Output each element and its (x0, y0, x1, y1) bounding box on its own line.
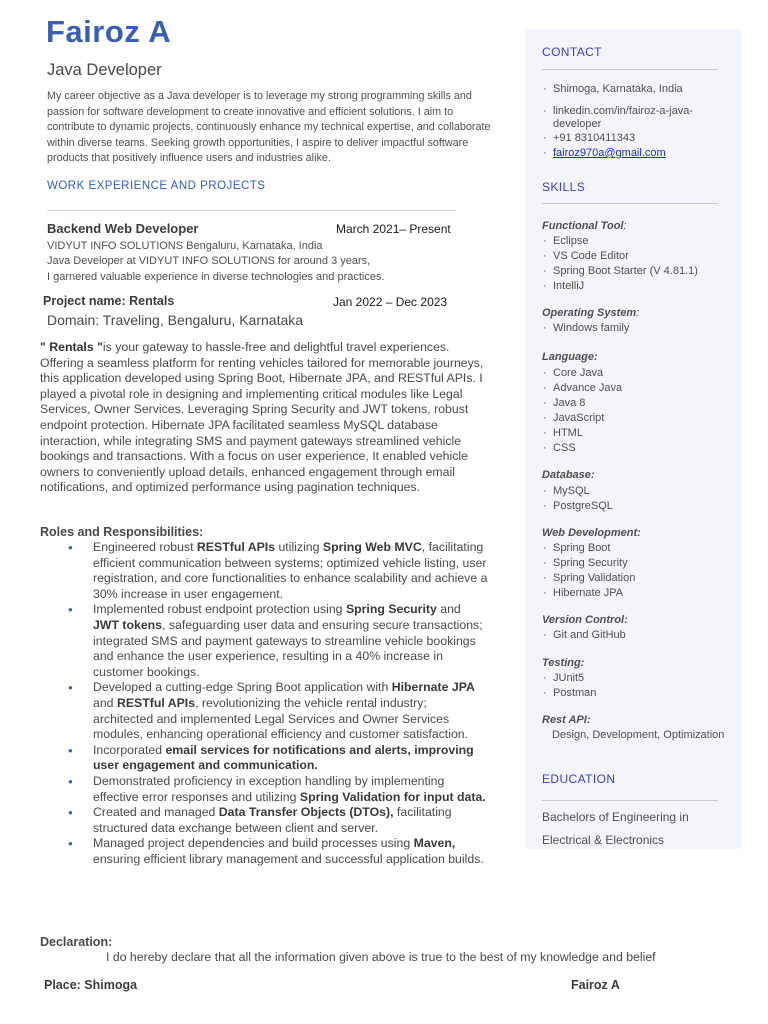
contact-list (542, 82, 683, 97)
job-detail-line: I garnered valuable experience in diverse technologies and practices. (47, 270, 385, 283)
language-label: Language: (542, 351, 598, 363)
list-item: · CSS (542, 441, 622, 456)
testing-label: Testing: (542, 657, 585, 669)
web-development-list (542, 541, 635, 601)
functional-tool-list (542, 234, 698, 294)
list-item: · Git and GitHub (542, 628, 626, 643)
functional-tool-label: Functional Tool: (542, 220, 627, 232)
rest-api-value: Design, Development, Optimization (552, 729, 725, 741)
roles-heading: Roles and Responsibilities: (40, 525, 204, 539)
list-item: ● Engineered robust RESTful APIs utilizing Spring Web MVC, facilitating efficient communication between systems; optimized vehicle listing, user registration, and core functionalities to enhance scalability and achieve a 30% increase in user engagement. (68, 540, 488, 602)
place-label: Place: Shimoga (44, 978, 138, 992)
list-item: ● Implemented robust endpoint protection using Spring Security and JWT tokens, safeguarding user data and ensuring secure transactions; integrated SMS and payment gateways to streamline vehicle bookings and enhance the user experience, resulting in a 40% increase in customer bookings. (68, 602, 488, 680)
web-development-label: Web Development: (542, 527, 641, 539)
job-title: Java Developer (47, 61, 162, 79)
sidebar (525, 29, 741, 849)
work-experience-heading: WORK EXPERIENCE AND PROJECTS (47, 180, 266, 192)
career-objective: My career objective as a Java developer is to leverage my strong programming skills and passion for software development to create innovative and efficient solutions. I aim to contribute to dynamic projects, continuously enhance my technical expertise, and collaborate within diverse teams. Seeking growth opportunities, I aspire to deliver impactful software products that positively influence users and industries alike. (47, 90, 491, 164)
project-domain: Domain: Traveling, Bengaluru, Karnataka (47, 312, 304, 328)
job-dates: March 2021– Present (336, 222, 451, 236)
list-item: · Eclipse (542, 234, 698, 249)
list-item: · Postman (542, 686, 596, 701)
list-item: ● Created and managed Data Transfer Objects (DTOs), facilitating structured data exchange between client and server. (68, 805, 488, 836)
list-item: · VS Code Editor (542, 249, 698, 264)
section-divider (47, 210, 456, 211)
project-dates: Jan 2022 – Dec 2023 (333, 295, 448, 309)
list-item: · IntelliJ (542, 279, 698, 294)
job-detail-line: VIDYUT INFO SOLUTIONS Bengaluru, Karnataka, India (47, 240, 323, 252)
roles-list (68, 540, 488, 867)
contact-email[interactable] (542, 146, 693, 161)
list-item: · Java 8 (542, 396, 622, 411)
list-item: ● Incorporated email services for notifications and alerts, improving user engagement and communication. (68, 743, 488, 774)
contact-heading: CONTACT (542, 45, 602, 59)
list-item: · Spring Boot (542, 541, 635, 556)
testing-list (542, 671, 596, 701)
list-item: · Spring Boot Starter (V 4.81.1) (542, 264, 698, 279)
job-role: Backend Web Developer (47, 221, 199, 236)
education-heading: EDUCATION (542, 772, 616, 786)
operating-system-label: Operating System: (542, 307, 640, 319)
database-label: Database: (542, 469, 595, 481)
list-item: · Spring Security (542, 556, 635, 571)
language-list (542, 366, 622, 456)
list-item: · JUnit5 (542, 671, 596, 686)
signature-name: Fairoz A (571, 978, 620, 992)
list-item: · HTML (542, 426, 622, 441)
project-desc-lead: " Rentals " (40, 340, 103, 354)
contact-phone: · +91 8310411343 (542, 131, 693, 146)
job-detail-line: Java Developer at VIDYUT INFO SOLUTIONS for around 3 years, (47, 255, 371, 268)
section-divider (542, 203, 718, 204)
skills-heading: SKILLS (542, 180, 586, 194)
section-divider (542, 800, 718, 801)
list-item: · JavaScript (542, 411, 622, 426)
project-desc-body: is your gateway to hassle-free and delightful travel experiences. Offering a seamless platform for renting vehicles tailored for memorable journeys, this application developed using Spring Boot, Hibernate JPA, and RESTful APIs. I played a pivotal role in designing and implementing critical modules like Legal Services, Owner Services. Leveraging Spring Security and JWT tokens, robust endpoint protection. Hibernate JPA facilitated seamless MySQL database interaction, while integrating SMS and payment gateways streamlined vehicle bookings and transactions. With a focus on user experience, It enabled vehicle owners to conveniently upload details, enhanced engagement through email notifications, and optimized performance using pagination techniques. (40, 340, 484, 495)
email-link[interactable]: fairoz970a@gmail.com (553, 147, 666, 159)
database-list (542, 484, 613, 514)
section-divider (542, 69, 718, 70)
candidate-name: Fairoz A (46, 14, 172, 49)
list-item: · MySQL (542, 484, 613, 499)
list-item: · Core Java (542, 366, 622, 381)
education-field: Electrical & Electronics (542, 833, 665, 847)
education-degree: Bachelors of Engineering in (542, 810, 689, 824)
version-control-label: Version Control: (542, 614, 628, 626)
list-item: · Hibernate JPA (542, 586, 635, 601)
operating-system-list (542, 321, 629, 336)
declaration-text: I do hereby declare that all the information given above is true to the best of my knowledge and belief (106, 950, 656, 964)
list-item: · Advance Java (542, 381, 622, 396)
job-details (47, 239, 385, 285)
list-item: · Spring Validation (542, 571, 635, 586)
version-control-list (542, 628, 626, 643)
list-item: ● Managed project dependencies and build processes using Maven, ensuring efficient library management and successful application builds. (68, 836, 488, 867)
contact-linkedin[interactable]: · linkedin.com/in/fairoz-a-java- developer (542, 105, 693, 131)
declaration-heading: Declaration: (40, 935, 113, 949)
rest-api-label: Rest API: (542, 714, 591, 726)
contact-list (542, 105, 693, 161)
project-name: Project name: Rentals (43, 294, 175, 308)
education-details (542, 806, 689, 852)
list-item: ● Demonstrated proficiency in exception handling by implementing effective error responses and utilizing Spring Validation for input data. (68, 774, 488, 805)
contact-location: · Shimoga, Karnataka, India (542, 82, 683, 97)
list-item: · Windows family (542, 321, 629, 336)
project-description (40, 340, 485, 496)
list-item: ● Developed a cutting-edge Spring Boot application with Hibernate JPA and RESTful APIs, revolutionizing the vehicle rental industry; architected and implemented Legal Services and Owner Services modules, enhancing operational efficiency and customer satisfaction. (68, 680, 488, 742)
list-item: · PostgreSQL (542, 499, 613, 514)
